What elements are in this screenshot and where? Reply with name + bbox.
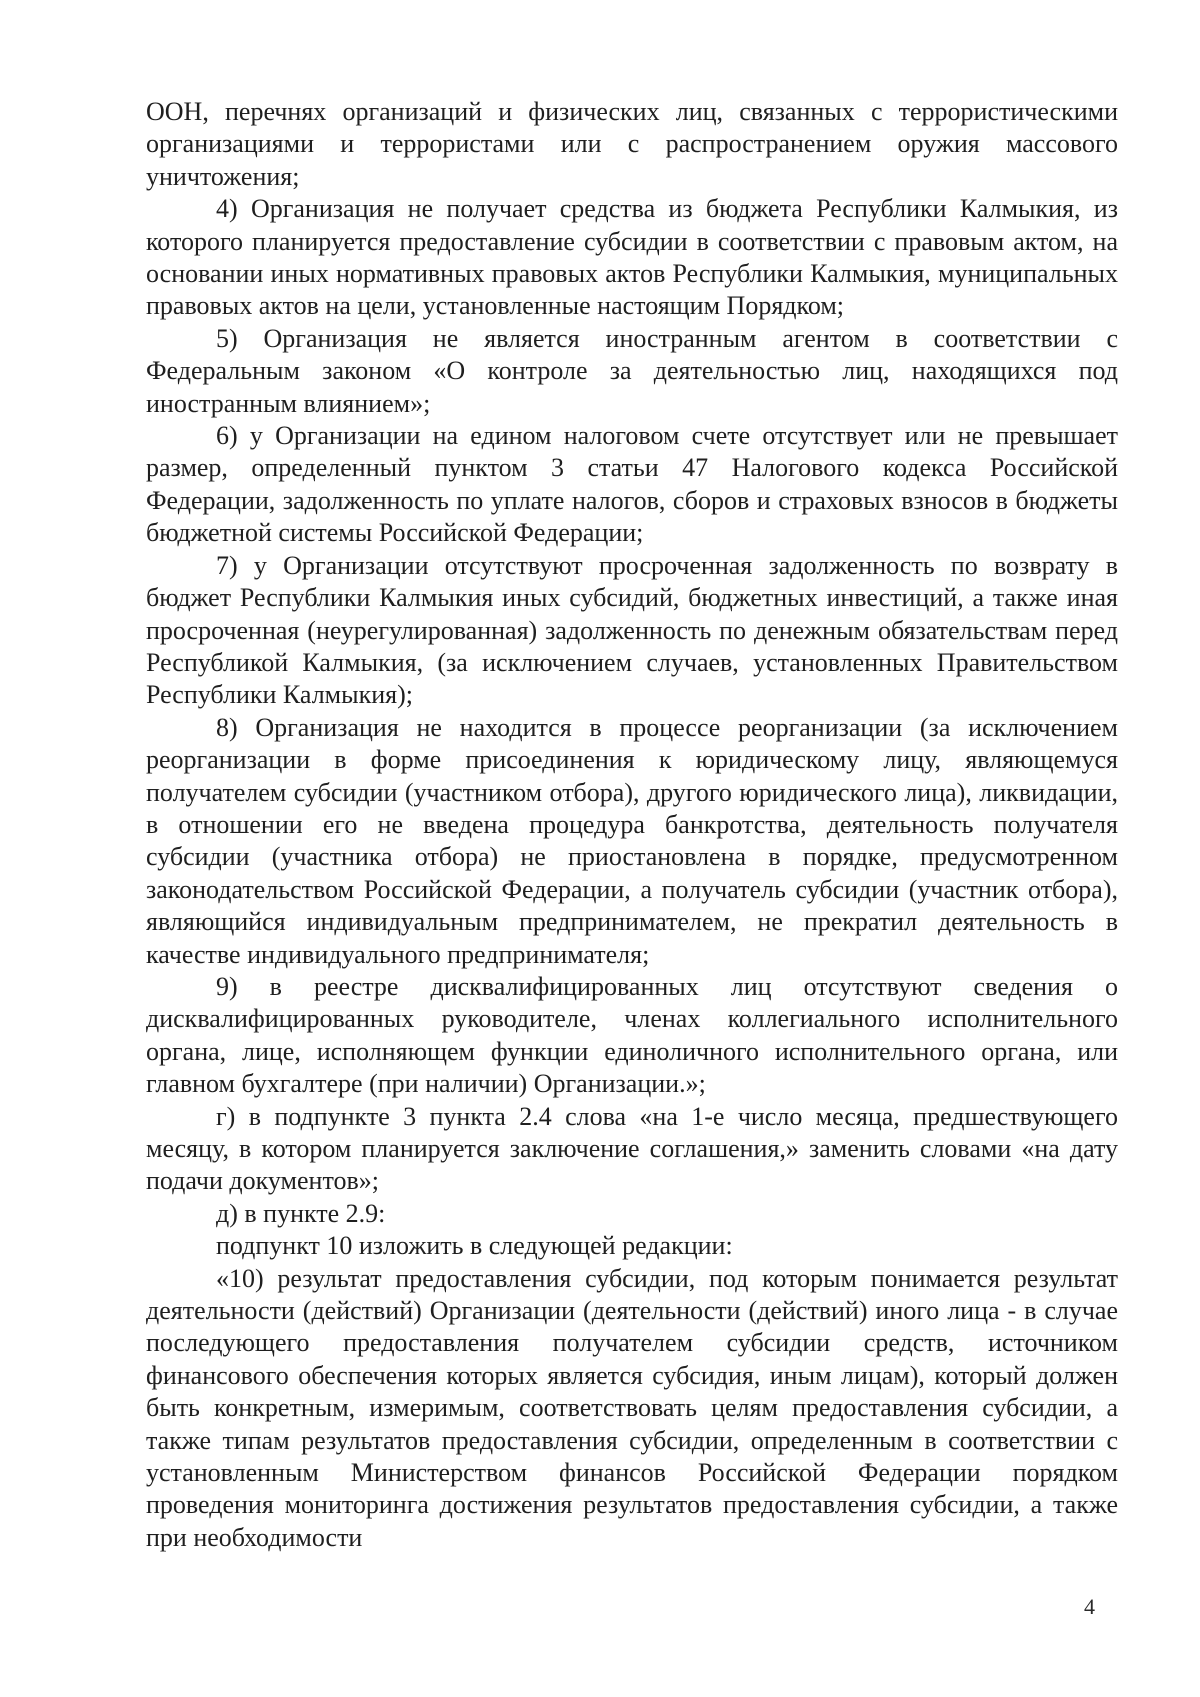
paragraph-8: г) в подпункте 3 пункта 2.4 слова «на 1-е число месяца, предшествующего месяцу, в котором планируется заключение соглашения,» заменить словами «на дату подачи документов»; [146, 1101, 1118, 1196]
page-number: 4 [1084, 1594, 1095, 1619]
paragraph-11: «10) результат предоставления субсидии, под которым понимается результат деятельности (действий) Организации (деятельности (действий) иного лица - в случае последующего предоставления получателем субсидии средств, источником финансового обеспечения которых является субсидия, иным лицам), который должен быть конкретным, измеримым, соответствовать целям предоставления субсидии, а также типам результатов предоставления субсидии, определенным в соответствии с установленным Министерством финансов Российской Федерации порядком проведения мониторинга достижения результатов предоставления субсидии, а также при необходимости [146, 1263, 1118, 1552]
paragraph-7: 9) в реестре дисквалифицированных лиц отсутствуют сведения о дисквалифицированных руководителе, членах коллегиального исполнительного органа, лице, исполняющем функции единоличного исполнительного органа, или главном бухгалтере (при наличии) Организации.»; [146, 971, 1118, 1099]
paragraph-3: 5) Организация не является иностранным агентом в соответствии с Федеральным законом «О контроле за деятельностью лиц, находящихся под иностранным влиянием»; [146, 323, 1118, 418]
paragraph-6: 8) Организация не находится в процессе реорганизации (за исключением реорганизации в форме присоединения к юридическому лицу, являющемуся получателем субсидии (участником отбора), другого юридического лица), ликвидации, в отношении его не введена процедура банкротства, деятельность получателя субсидии (участника отбора) не приостановлена в порядке, предусмотренном законодательством Российской Федерации, а получатель субсидии (участник отбора), являющийся индивидуальным предпринимателем, не прекратил деятельность в качестве индивидуального предпринимателя; [146, 712, 1118, 969]
paragraph-2: 4) Организация не получает средства из бюджета Республики Калмыкия, из которого планируется предоставление субсидии в соответствии с правовым актом, на основании иных нормативных правовых актов Республики Калмыкия, муниципальных правовых актов на цели, установленные настоящим Порядком; [146, 194, 1118, 321]
document-body [146, 96, 1118, 1554]
paragraph-4: 6) у Организации на едином налоговом счете отсутствует или не превышает размер, определенный пунктом 3 статьи 47 Налогового кодекса Российской Федерации, задолженность по уплате налогов, сборов и страховых взносов в бюджеты бюджетной системы Российской Федерации; [146, 421, 1118, 548]
paragraph-5: 7) у Организации отсутствуют просроченная задолженность по возврату в бюджет Республики Калмыкия иных субсидий, бюджетных инвестиций, а также иная просроченная (неурегулированная) задолженность по денежным обязательствам перед Республикой Калмыкия, (за исключением случаев, установленных Правительством Республики Калмыкия); [146, 550, 1118, 710]
paragraph-10: подпункт 10 изложить в следующей редакции: [216, 1231, 733, 1261]
paragraph-1: ООН, перечнях организаций и физических лиц, связанных с террористическими организациями и террористами или с распространением оружия массового уничтожения; [146, 97, 1118, 191]
paragraph-9: д) в пункте 2.9: [216, 1198, 386, 1228]
